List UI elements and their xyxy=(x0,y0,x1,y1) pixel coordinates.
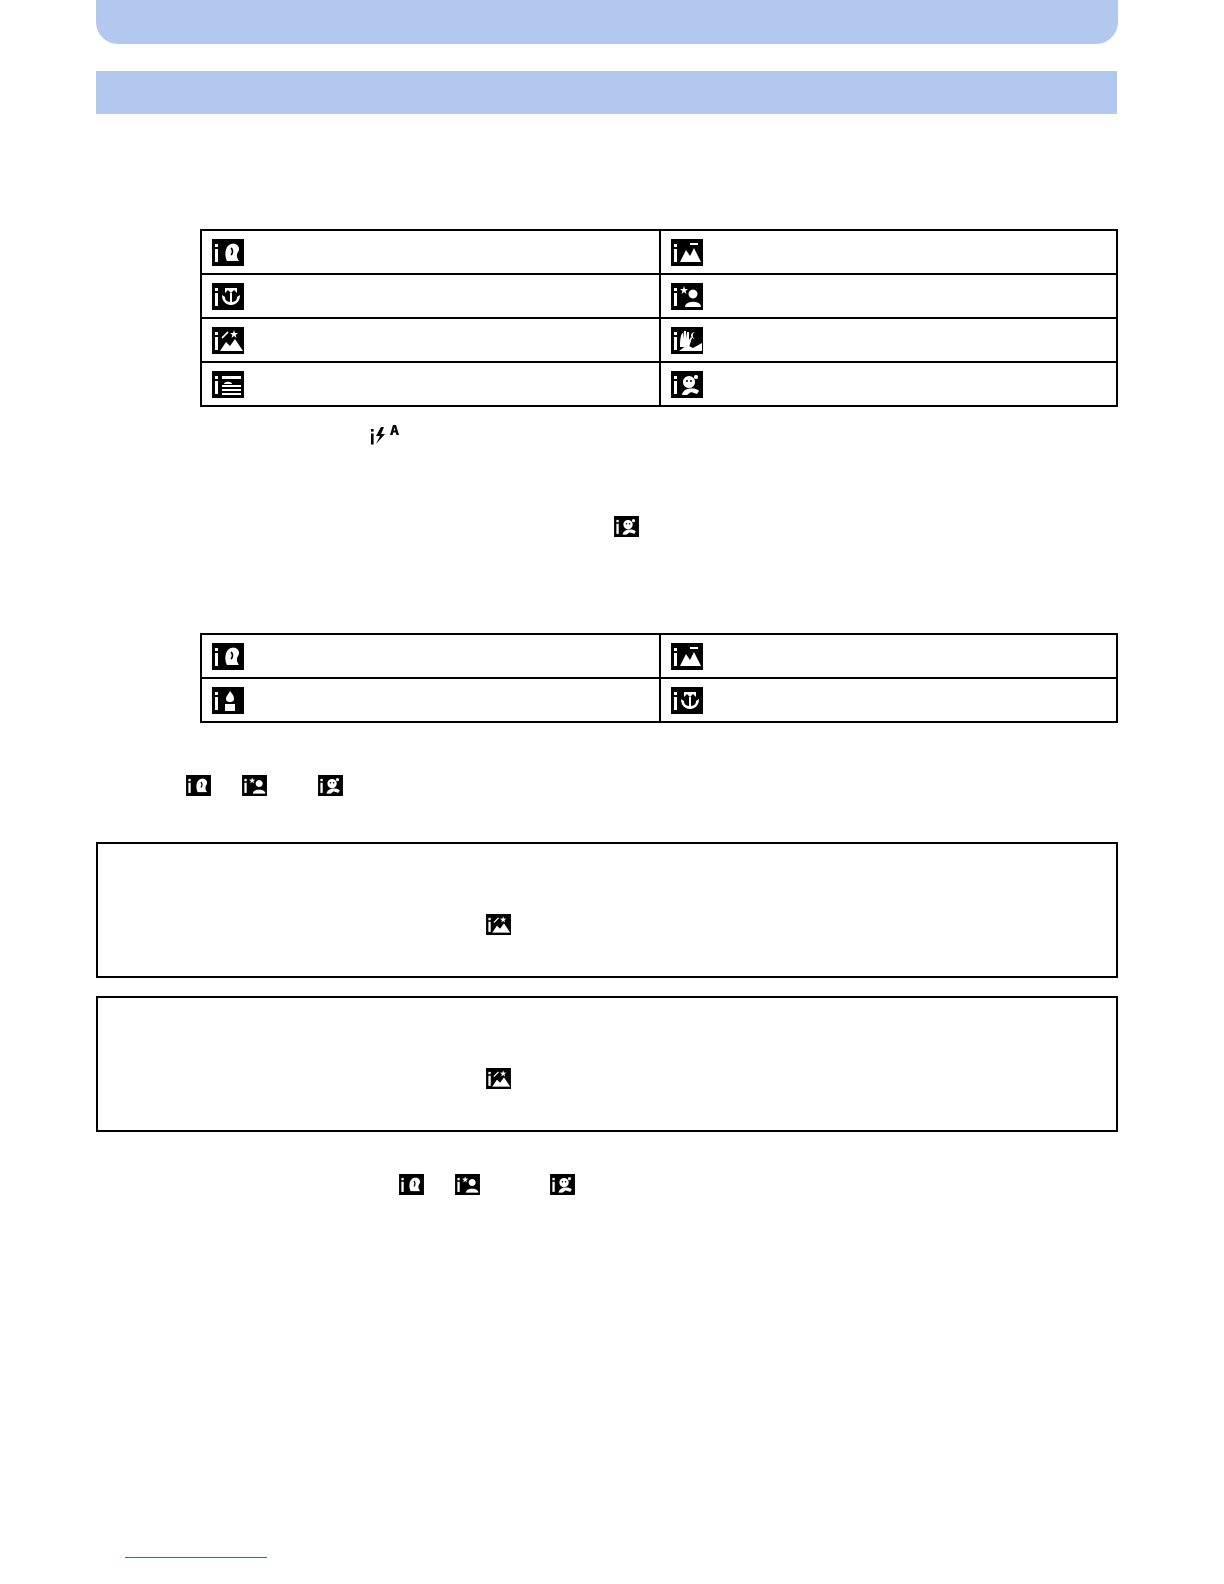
i-baby-icon xyxy=(318,775,343,796)
scene-cell-handheld-night xyxy=(660,318,1117,362)
i-macro-icon xyxy=(212,283,244,310)
i-portrait-icon xyxy=(186,775,211,796)
scene-cell-portrait xyxy=(201,230,660,274)
i-sunset-icon xyxy=(212,371,244,398)
i-baby-icon xyxy=(671,371,703,398)
i-low-light-icon xyxy=(212,687,244,714)
i-baby-icon xyxy=(550,1174,575,1195)
scene-cell-macro xyxy=(660,678,1117,722)
i-night-portrait-icon xyxy=(242,775,267,796)
scene-cell-macro xyxy=(201,274,660,318)
scene-table-1 xyxy=(200,229,1118,407)
i-portrait-icon xyxy=(399,1174,424,1195)
scene-cell-scenery xyxy=(660,230,1117,274)
note-box-2 xyxy=(96,996,1118,1132)
scene-cell-portrait xyxy=(201,634,660,678)
i-handheld-night-shot-icon xyxy=(671,327,703,354)
scene-cell-sunset xyxy=(201,362,660,406)
i-night-scenery-icon xyxy=(486,914,511,935)
scene-cell-night-scenery xyxy=(201,318,660,362)
i-portrait-icon xyxy=(212,239,244,266)
section-title-bar xyxy=(96,71,1117,114)
header-banner xyxy=(96,0,1118,44)
i-baby-icon xyxy=(614,516,639,537)
scene-cell-scenery xyxy=(660,634,1117,678)
i-macro-icon xyxy=(671,687,703,714)
scene-cell-low-light xyxy=(201,678,660,722)
i-night-scenery-icon xyxy=(486,1068,511,1089)
footer-link-underline[interactable] xyxy=(125,1557,267,1558)
i-night-portrait-icon xyxy=(455,1174,480,1195)
i-night-portrait-icon xyxy=(671,283,703,310)
i-flash-auto-icon xyxy=(370,424,400,446)
i-scenery-icon xyxy=(671,643,703,670)
i-portrait-icon xyxy=(212,643,244,670)
i-scenery-icon xyxy=(671,239,703,266)
note-box-1 xyxy=(96,842,1118,978)
scene-cell-baby xyxy=(660,362,1117,406)
i-night-scenery-icon xyxy=(212,327,244,354)
scene-table-2 xyxy=(200,633,1118,723)
scene-cell-night-portrait xyxy=(660,274,1117,318)
